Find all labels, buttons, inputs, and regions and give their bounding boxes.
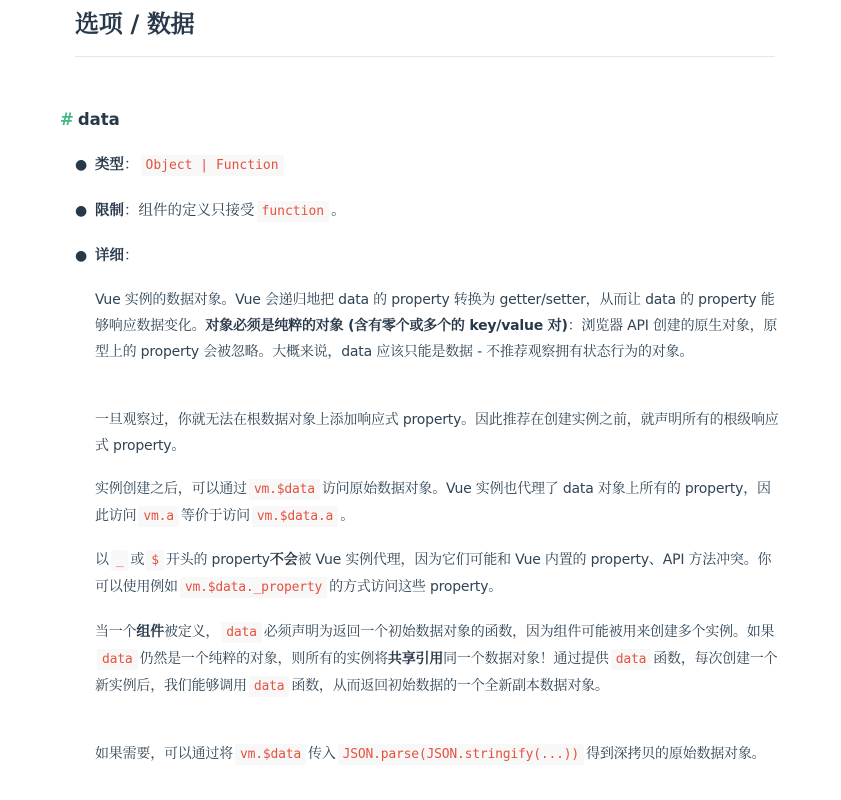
p3-code-vm-data: vm.$data [249,479,320,500]
p6-text-a: 如果需要，可以通过将 [95,746,233,762]
p4-strong-not: 不会 [269,552,298,568]
meta-item-detail [75,245,139,267]
paragraph-data-description [95,287,780,365]
p4-text-a: 以 [95,552,109,568]
p5-code-data-3: data [611,649,652,670]
type-label: 类型 [95,157,124,173]
p6-code-vm-data: vm.$data [235,744,306,765]
p4-text-b: 或 [130,552,145,568]
p5-text-g: 函数，从而返回初始数据的一个全新副本数据对象。 [291,678,609,694]
meta-item-restrict [75,200,346,223]
paragraph-reactive-root [95,407,780,459]
p5-text-e: 同一个数据对象！通过提供 [443,651,609,667]
section-heading-data [60,108,120,132]
detail-separator: ： [124,248,139,264]
detail-label: 详细 [95,248,124,264]
p5-text-a: 当一个 [95,624,137,640]
section-heading-text: data [77,110,120,129]
p3-text-a: 实例创建之后，可以通过 [95,481,247,497]
meta-item-type [75,154,286,177]
p5-text-d: 仍然是一个纯粹的对象，则所有的实例将 [139,651,388,667]
p5-code-data-1: data [221,622,262,643]
restrict-end: 。 [331,203,346,219]
title-divider [75,56,775,57]
p5-text-b: 被定义， [164,624,220,640]
p4-code-dollar: $ [146,550,164,571]
p5-code-data-2: data [97,649,138,670]
restrict-label: 限制 [95,203,124,219]
p5-text-f: 函数，每次创建一个新实例后，我们能够调用 [95,651,778,694]
paragraph-vm-data [95,476,780,530]
type-separator: ： [124,157,139,173]
section-anchor-link[interactable]: # [60,110,74,129]
p2-text: 一旦观察过，你就无法在根数据对象上添加响应式 property。因此推荐在创建实例之前，就声明所有的根级响应式 property。 [95,412,779,454]
p5-strong-shared: 共享引用 [387,651,444,667]
p3-text-c: 等价于访问 [180,508,250,524]
p6-text-b: 传入 [308,746,336,762]
p3-text-b: 访问原始数据对象。Vue 实例也代理了 data 对象上所有的 property，因此访问 [95,481,771,524]
restrict-code: function [257,201,330,222]
type-value: Object | Function [141,155,284,176]
restrict-separator: ： [124,203,139,219]
p5-strong-component: 组件 [136,624,165,640]
p1-text-a: Vue 实例的数据对象。Vue 会递归地把 data 的 property 转换为 getter/setter，从而让 data 的 property 能够响应数据变化。 [95,292,775,334]
bullet-icon: ● [75,203,88,219]
paragraph-underscore-dollar [95,547,780,601]
bullet-icon: ● [75,248,88,264]
p4-code-property: vm.$data._property [180,577,327,598]
p6-code-json: JSON.parse(JSON.stringify(...)) [338,744,584,765]
p1-text-c: ：浏览器 API 创建的原生对象，原型上的 property 会被忽略。大概来说，data 应该只能是数据 - 不推荐观察拥有状态行为的对象。 [95,318,778,360]
p5-text-c: 必须声明为返回一个初始数据对象的函数，因为组件可能被用来创建多个实例。如果 [263,624,775,640]
p4-text-c: 开头的 property [165,552,270,568]
paragraph-component-data [95,619,780,700]
p4-code-underscore: _ [111,550,129,571]
p4-text-e: 的方式访问这些 property。 [329,579,503,595]
page-title: 选项 / 数据 [75,10,195,38]
bullet-icon: ● [75,157,88,173]
p3-code-vm-data-a: vm.$data.a [252,506,338,527]
p3-code-vm-a: vm.a [138,506,179,527]
paragraph-deep-copy [95,741,780,768]
p5-code-data-4: data [249,676,290,697]
p6-text-c: 得到深拷贝的原始数据对象。 [586,746,766,762]
p3-text-d: 。 [340,508,355,524]
p1-strong: 对象必须是纯粹的对象 (含有零个或多个的 key/value 对) [205,318,568,334]
restrict-text: 组件的定义只接受 [138,203,255,219]
p4-text-d: 被 Vue 实例代理，因为它们可能和 Vue 内置的 property、API 方法冲突。你可以使用例如 [95,552,772,595]
